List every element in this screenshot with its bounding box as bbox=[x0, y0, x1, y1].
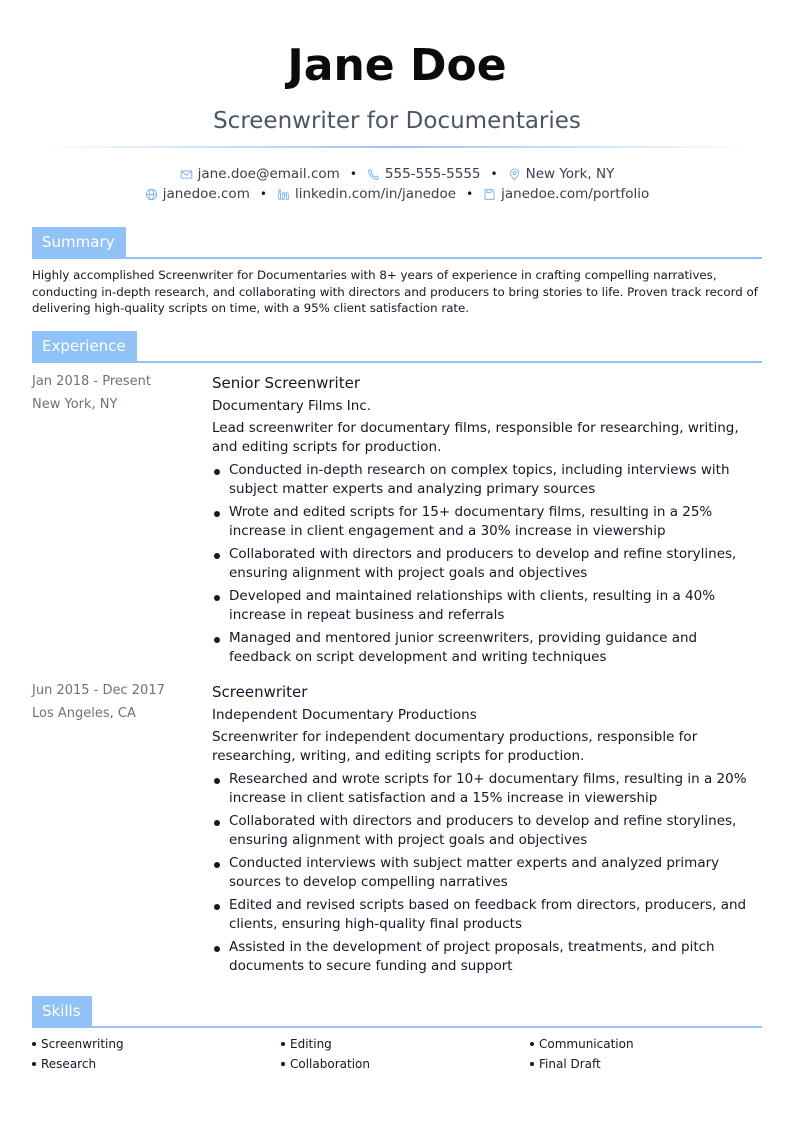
contact-separator: • bbox=[466, 187, 474, 201]
contact-portfolio[interactable] bbox=[483, 184, 649, 204]
skill-item bbox=[530, 1036, 762, 1052]
email-text: jane.doe@email.com bbox=[197, 166, 340, 182]
job-bullets bbox=[212, 770, 762, 976]
job-date: Jun 2015 - Dec 2017 bbox=[32, 682, 165, 698]
linkedin-icon bbox=[277, 188, 290, 201]
job-description: Lead screenwriter for documentary films, responsible for researching, writing, and editing scripts for production. bbox=[212, 419, 739, 455]
job-meta bbox=[32, 681, 212, 980]
experience-section-header bbox=[32, 331, 762, 363]
bullet-dot bbox=[530, 1062, 534, 1066]
title-divider bbox=[37, 146, 757, 148]
skills-list bbox=[32, 1036, 762, 1072]
contact-location bbox=[508, 164, 615, 184]
job-date: Jan 2018 - Present bbox=[32, 373, 151, 389]
bullet-dot bbox=[281, 1042, 285, 1046]
phone-text: 555-555-5555 bbox=[384, 166, 481, 182]
candidate-name: Jane Doe bbox=[287, 40, 507, 91]
bullet-dot bbox=[530, 1042, 534, 1046]
skill-item bbox=[281, 1056, 530, 1072]
job-title: Screenwriter bbox=[212, 682, 308, 701]
section-divider bbox=[32, 257, 762, 259]
job-company: Documentary Films Inc. bbox=[212, 397, 372, 414]
contact-separator: • bbox=[259, 187, 267, 201]
job-location: Los Angeles, CA bbox=[32, 705, 136, 721]
skills-heading: Skills bbox=[32, 996, 92, 1028]
job-meta bbox=[32, 372, 212, 671]
skill-label: Editing bbox=[290, 1036, 332, 1051]
summary-heading: Summary bbox=[32, 227, 126, 259]
skill-item bbox=[281, 1036, 530, 1052]
job-details bbox=[212, 681, 762, 980]
list-item: Conducted in-depth research on complex topics, including interviews with subject matter experts and analyzing primary sources bbox=[212, 461, 762, 499]
skill-item bbox=[530, 1056, 762, 1072]
summary-text: Highly accomplished Screenwriter for Documentaries with 8+ years of experience in crafting compelling narratives, conducting in-depth research, and collaborating with directors and producers to bring stories to life. Proven track record of delivering high-quality scripts on time, with a 95% client satisfaction rate. bbox=[32, 268, 758, 315]
list-item: Collaborated with directors and producers to develop and refine storylines, ensuring alignment with project goals and objectives bbox=[212, 545, 762, 583]
contact-line-2 bbox=[32, 184, 762, 204]
portfolio-text: janedoe.com/portfolio bbox=[501, 186, 650, 202]
section-divider bbox=[32, 1026, 762, 1028]
envelope-icon bbox=[180, 168, 193, 181]
map-pin-icon bbox=[508, 168, 521, 181]
job-company: Independent Documentary Productions bbox=[212, 706, 477, 723]
summary-section-header bbox=[32, 227, 762, 259]
portfolio-icon bbox=[483, 188, 496, 201]
skill-item bbox=[32, 1036, 281, 1052]
contact-separator: • bbox=[490, 167, 498, 181]
location-text: New York, NY bbox=[525, 166, 615, 182]
skill-label: Screenwriting bbox=[41, 1036, 124, 1051]
list-item: Managed and mentored junior screenwriters, providing guidance and feedback on script development and writing techniques bbox=[212, 629, 762, 667]
list-item: Wrote and edited scripts for 15+ documentary films, resulting in a 25% increase in client engagement and a 30% increase in viewership bbox=[212, 503, 762, 541]
job-bullets bbox=[212, 461, 762, 667]
contact-separator: • bbox=[349, 167, 357, 181]
resume-page bbox=[32, 0, 762, 1072]
job-details bbox=[212, 372, 762, 671]
bullet-dot bbox=[32, 1042, 36, 1046]
job-title: Senior Screenwriter bbox=[212, 373, 360, 392]
list-item: Developed and maintained relationships with clients, resulting in a 40% increase in repeat business and referrals bbox=[212, 587, 762, 625]
bullet-dot bbox=[32, 1062, 36, 1066]
list-item: Conducted interviews with subject matter experts and analyzed primary sources to develop compelling narratives bbox=[212, 854, 762, 892]
job-title-headline: Screenwriter for Documentaries bbox=[213, 108, 581, 134]
list-item: Collaborated with directors and producers to develop and refine storylines, ensuring alignment with project goals and objectives bbox=[212, 812, 762, 850]
job-location: New York, NY bbox=[32, 396, 118, 412]
job-entry bbox=[32, 681, 762, 980]
contact-line-1 bbox=[32, 164, 762, 184]
linkedin-text: linkedin.com/in/janedoe bbox=[294, 186, 457, 202]
skill-label: Communication bbox=[539, 1036, 634, 1051]
skill-item bbox=[32, 1056, 281, 1072]
job-entry bbox=[32, 372, 762, 671]
skill-label: Collaboration bbox=[290, 1056, 370, 1071]
experience-heading: Experience bbox=[32, 331, 137, 363]
list-item: Researched and wrote scripts for 10+ documentary films, resulting in a 20% increase in client satisfaction and a 15% increase in viewership bbox=[212, 770, 762, 808]
contact-email[interactable] bbox=[180, 164, 340, 184]
globe-icon bbox=[145, 188, 158, 201]
list-item: Assisted in the development of project proposals, treatments, and pitch documents to secure funding and support bbox=[212, 938, 762, 976]
contact-phone[interactable] bbox=[367, 164, 481, 184]
contact-website[interactable] bbox=[145, 184, 250, 204]
job-description: Screenwriter for independent documentary productions, responsible for researching, writing, and editing scripts for production. bbox=[212, 728, 698, 764]
skill-label: Final Draft bbox=[539, 1056, 601, 1071]
list-item: Edited and revised scripts based on feedback from directors, producers, and clients, ensuring high-quality final products bbox=[212, 896, 762, 934]
phone-icon bbox=[367, 168, 380, 181]
skill-label: Research bbox=[41, 1056, 97, 1071]
skills-section-header bbox=[32, 996, 762, 1028]
contact-linkedin[interactable] bbox=[277, 184, 456, 204]
website-text: janedoe.com bbox=[162, 186, 250, 202]
section-divider bbox=[32, 361, 762, 363]
bullet-dot bbox=[281, 1062, 285, 1066]
